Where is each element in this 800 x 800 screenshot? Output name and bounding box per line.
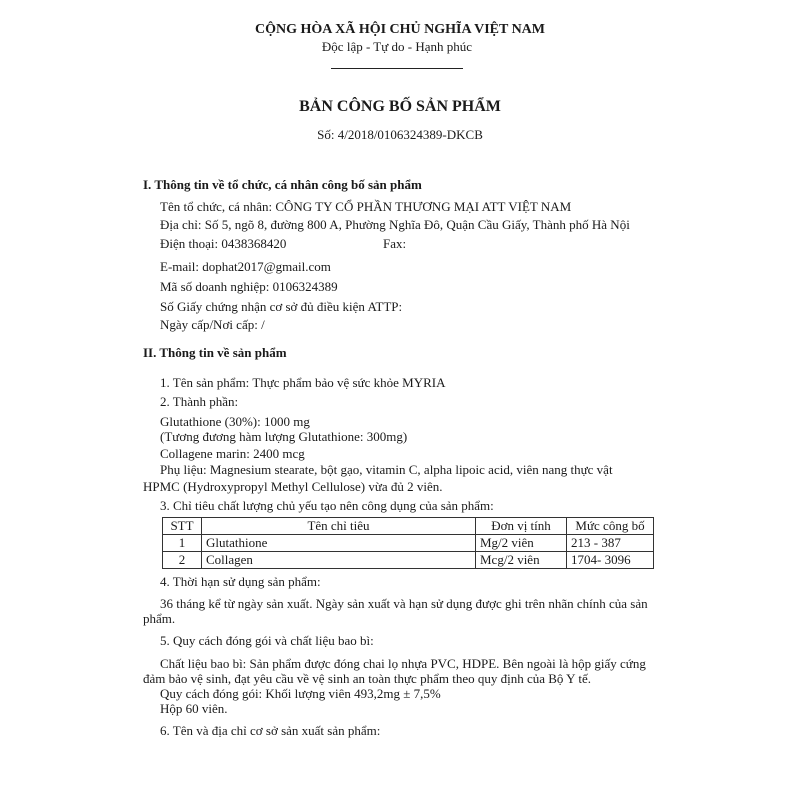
header-cell: Tên chỉ tiêu <box>202 518 476 535</box>
header-cell: Mức công bố <box>567 518 654 535</box>
ingredient: Collagene marin: 2400 mcg <box>160 446 305 461</box>
table-cell: 2 <box>163 552 202 569</box>
quality-table <box>162 517 654 569</box>
packaging-count: Hộp 60 viên. <box>160 701 228 716</box>
table-cell: 1 <box>163 535 202 552</box>
fax: Fax: <box>383 236 407 251</box>
header-cell: Đơn vị tính <box>476 518 567 535</box>
quality-heading: 3. Chỉ tiêu chất lượng chủ yếu tạo nên công dụng của sản phẩm: <box>160 498 494 513</box>
table-cell: Collagen <box>202 552 476 569</box>
address: Địa chỉ: Số 5, ngõ 8, đường 800 A, Phường Nghĩa Đô, Quận Cầu Giấy, Thành phố Hà Nội <box>160 217 630 232</box>
ingredient: Glutathione (30%): 1000 mg <box>160 414 310 429</box>
org-name: Tên tổ chức, cá nhân: CÔNG TY CỔ PHẦN THƯƠNG MẠI ATT VIỆT NAM <box>160 199 572 214</box>
certificate: Số Giấy chứng nhận cơ sở đủ điều kiện ATTP: <box>160 299 403 314</box>
nation-heading: CỘNG HÒA XÃ HỘI CHỦ NGHĨA VIỆT NAM <box>254 22 545 37</box>
table-cell: Mg/2 viên <box>476 535 567 552</box>
packaging-spec: Quy cách đóng gói: Khối lượng viên 493,2mg ± 7,5% <box>160 686 441 701</box>
divider <box>331 68 463 69</box>
email: E-mail: dophat2017@gmail.com <box>160 259 331 274</box>
ingredient: (Tương đương hàm lượng Glutathione: 300mg) <box>160 429 408 444</box>
shelf-life-cont: phẩm. <box>143 611 176 626</box>
header-cell: STT <box>163 518 202 535</box>
product-name: 1. Tên sản phẩm: Thực phẩm bảo vệ sức khỏe MYRIA <box>160 375 446 390</box>
motto: Độc lập - Tự do - Hạnh phúc <box>321 39 473 54</box>
table-cell: 1704- 3096 <box>567 552 654 569</box>
phone: Điện thoại: 0438368420 <box>160 236 287 251</box>
table-row <box>163 535 654 552</box>
excipients-cont: HPMC (Hydroxypropyl Methyl Cellulose) vừa đủ 2 viên. <box>143 479 443 494</box>
table-cell: Mcg/2 viên <box>476 552 567 569</box>
ingredients-heading: 2. Thành phần: <box>160 394 239 409</box>
table-row <box>163 552 654 569</box>
table-cell: Glutathione <box>202 535 476 552</box>
document-number: Số: 4/2018/0106324389-DKCB <box>317 127 483 142</box>
table-header-row <box>163 518 654 535</box>
shelf-life-heading: 4. Thời hạn sử dụng sản phẩm: <box>160 574 321 589</box>
table-cell: 213 - 387 <box>567 535 654 552</box>
section2-heading: II. Thông tin về sản phẩm <box>143 345 287 360</box>
document-title: BẢN CÔNG BỐ SẢN PHẨM <box>299 98 501 115</box>
manufacturer-heading: 6. Tên và địa chỉ cơ sở sản xuất sản phẩm: <box>160 723 381 738</box>
packaging-material-cont: đảm bảo vệ sinh, đạt yêu cầu về vệ sinh an toàn thực phẩm theo quy định của Bộ Y tế. <box>143 671 591 686</box>
excipients: Phụ liệu: Magnesium stearate, bột gạo, vitamin C, alpha lipoic acid, viên nang thực vật <box>160 462 613 477</box>
packaging-material: Chất liệu bao bì: Sản phẩm được đóng chai lọ nhựa PVC, HDPE. Bên ngoài là hộp giấy cứng <box>160 656 646 671</box>
section1-heading: I. Thông tin về tổ chức, cá nhân công bố sản phẩm <box>143 177 422 192</box>
packaging-heading: 5. Quy cách đóng gói và chất liệu bao bì: <box>160 633 374 648</box>
issue-date: Ngày cấp/Nơi cấp: / <box>160 317 265 332</box>
tax-code: Mã số doanh nghiệp: 0106324389 <box>160 279 338 294</box>
shelf-life: 36 tháng kể từ ngày sản xuất. Ngày sản xuất và hạn sử dụng được ghi trên nhãn chính của sản <box>160 596 648 611</box>
